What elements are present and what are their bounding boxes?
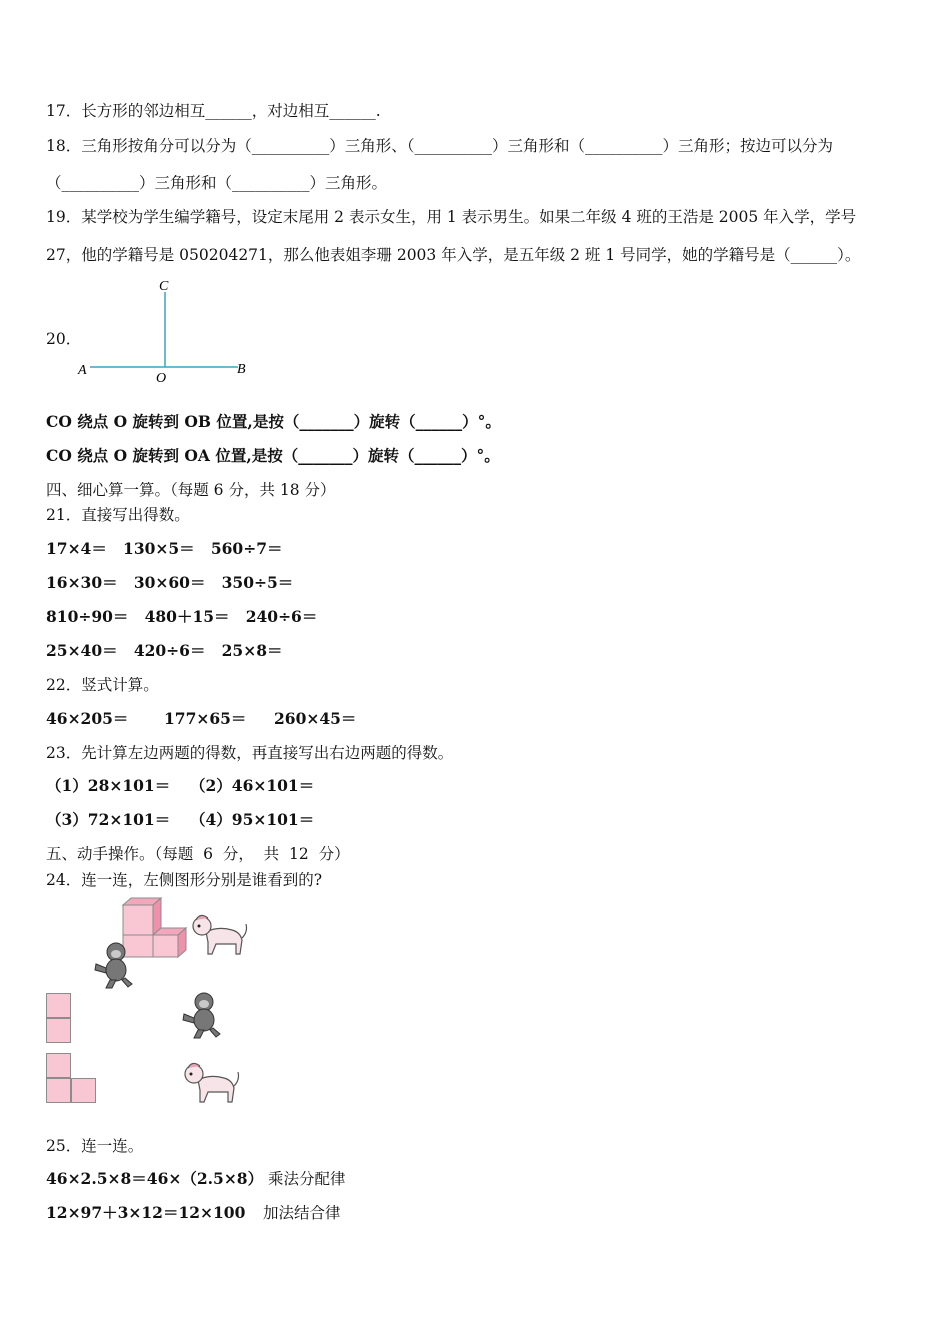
dog-icon <box>180 1058 242 1106</box>
q23-item-3: （3）72×101＝ <box>46 810 171 829</box>
question-18-line-2: （__________）三角形和（__________）三角形。 <box>46 174 388 192</box>
question-19-line-1: 19．某学校为学生编学籍号，设定末尾用 2 表示女生，用 1 表示男生。如果二年级 4 班的王浩是 2005 年入学，学号 <box>46 208 857 226</box>
section-4-heading: 四、细心算一算。（每题 6 分，共 18 分） <box>46 481 336 499</box>
label-b: B <box>237 362 246 377</box>
dog-icon <box>188 910 250 958</box>
label-a: A <box>78 363 87 378</box>
question-20-number: 20． <box>46 330 82 348</box>
label-c: C <box>159 279 169 294</box>
side-view-shape <box>46 1053 98 1105</box>
front-view-shape <box>46 993 72 1045</box>
question-17: 17．长方形的邻边相互______，对边相互______. <box>46 102 381 120</box>
question-21: 21．直接写出得数。 <box>46 506 190 524</box>
question-19-line-2: 27，他的学籍号是 050204271，那么他表姐李珊 2003 年入学，是五年级 2 班 1 号同学，她的学籍号是（______）。 <box>46 246 861 264</box>
question-25: 25．连一连。 <box>46 1137 144 1155</box>
q25-right-2: 加法结合律 <box>263 1204 341 1222</box>
label-o: O <box>156 371 167 386</box>
q22-item-3: 260×45＝ <box>274 709 357 728</box>
question-18-line-1: 18．三角形按角分可以分为（__________）三角形、（__________）三角形和（__________）三角形；按边可以分为 <box>46 137 833 155</box>
angle-figure <box>70 272 260 390</box>
monkey-icon <box>180 990 228 1040</box>
q23-item-1: （1）28×101＝ <box>46 776 171 795</box>
question-20-line-2: CO 绕点 O 旋转到 OA 位置,是按（_______）旋转（______）°。 <box>46 446 500 465</box>
q22-item-2: 177×65＝ <box>164 709 247 728</box>
monkey-icon <box>92 940 140 990</box>
question-22: 22．竖式计算。 <box>46 676 159 694</box>
q25-left-2: 12×97＋3×12＝12×100 <box>46 1203 246 1222</box>
q25-right-1: 乘法分配律 <box>268 1170 346 1188</box>
q21-row-3: 810÷90＝ 480＋15＝ 240÷6＝ <box>46 607 318 626</box>
q21-row-2: 16×30＝ 30×60＝ 350÷5＝ <box>46 573 294 592</box>
q23-item-2: （2）46×101＝ <box>190 776 315 795</box>
q25-left-1: 46×2.5×8＝46×（2.5×8） <box>46 1169 264 1188</box>
question-24: 24．连一连，左侧图形分别是谁看到的? <box>46 871 323 889</box>
question-20-line-1: CO 绕点 O 旋转到 OB 位置,是按（_______）旋转（______）°。 <box>46 412 501 431</box>
section-5-heading: 五、动手操作。（每题 6 分， 共 12 分） <box>46 845 350 863</box>
q21-row-1: 17×4＝ 130×5＝ 560÷7＝ <box>46 539 283 558</box>
question-23: 23．先计算左边两题的得数，再直接写出右边两题的得数。 <box>46 744 454 762</box>
q22-item-1: 46×205＝ <box>46 709 129 728</box>
q21-row-4: 25×40＝ 420÷6＝ 25×8＝ <box>46 641 283 660</box>
q23-item-4: （4）95×101＝ <box>190 810 315 829</box>
